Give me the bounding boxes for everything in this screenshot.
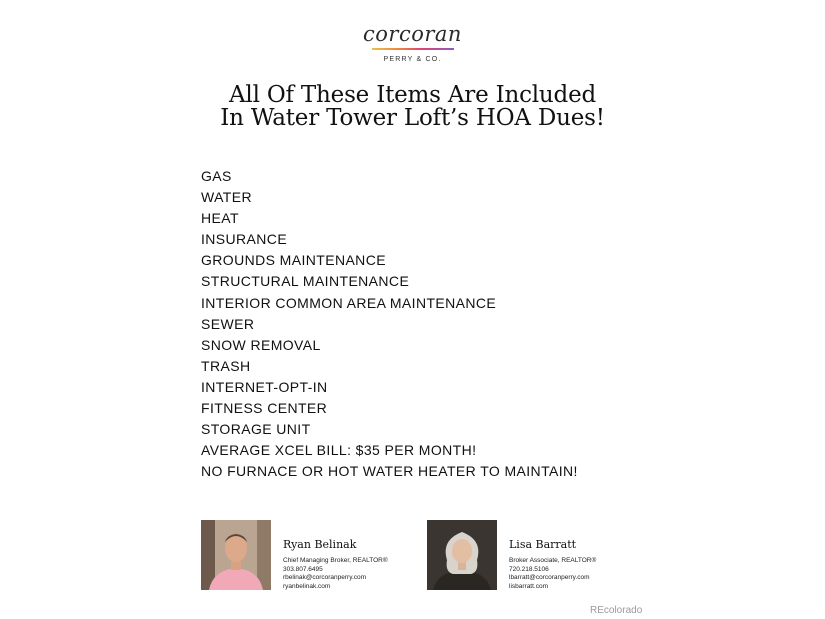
list-item: AVERAGE XCEL BILL: $35 PER MONTH!: [201, 442, 477, 459]
list-item: INSURANCE: [201, 231, 288, 248]
list-item: TRASH: [201, 357, 251, 374]
agent-name: Lisa Barratt: [509, 538, 577, 551]
corcoran-logo: [0, 22, 825, 63]
agent-email: lbarratt@corcoranperry.com: [509, 574, 590, 582]
logo-wordmark: corcoran: [363, 22, 462, 46]
list-item: WATER: [201, 189, 252, 206]
list-item: STORAGE UNIT: [201, 421, 311, 438]
list-item: HEAT: [201, 210, 239, 227]
headline-line-2: In Water Tower Loft’s HOA Dues!: [220, 105, 605, 131]
list-item: SNOW REMOVAL: [201, 336, 321, 353]
list-item: STRUCTURAL MAINTENANCE: [201, 273, 410, 290]
logo-subtitle: PERRY & CO.: [383, 56, 442, 63]
list-item: GROUNDS MAINTENANCE: [201, 252, 386, 269]
page-headline: [0, 84, 825, 130]
list-item: SEWER: [201, 315, 255, 332]
agent-website: lisbarratt.com: [509, 582, 549, 590]
recolorado-watermark: REcolorado: [590, 605, 643, 616]
agent-website: ryanbelinak.com: [283, 582, 331, 590]
agent-photo: [427, 520, 497, 590]
agent-email: rbelinak@corcoranperry.com: [283, 574, 367, 582]
list-item: INTERIOR COMMON AREA MAINTENANCE: [201, 294, 497, 311]
list-item: FITNESS CENTER: [201, 400, 328, 417]
list-item: GAS: [201, 168, 232, 184]
agent-name: Ryan Belinak: [283, 538, 357, 551]
agent-title: Broker Associate, REALTOR®: [509, 557, 597, 564]
included-items-list: [201, 166, 578, 482]
list-item: NO FURNACE OR HOT WATER HEATER TO MAINTAIN!: [201, 463, 578, 480]
agent-phone: 720.218.5106: [509, 565, 549, 573]
agent-phone: 303.807.6495: [283, 565, 323, 573]
agent-info: [283, 538, 388, 591]
agent-info: [509, 538, 596, 591]
logo-gradient-bar: [372, 48, 454, 50]
agent-photo: [201, 520, 271, 590]
list-item: INTERNET-OPT-IN: [201, 378, 328, 395]
headline-line-1: All Of These Items Are Included: [229, 82, 596, 108]
agent-title: Chief Managing Broker, REALTOR®: [283, 557, 388, 564]
